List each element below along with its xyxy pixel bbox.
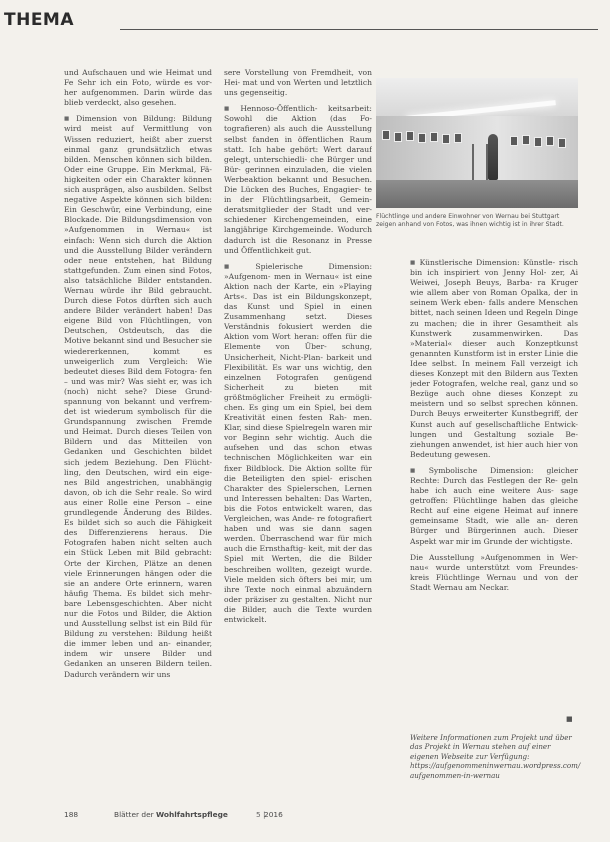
figure-caption: Flüchtlinge und andere Einwohner von Wernau bei Stuttgart zeigen anhand von Fotos, was ihnen wichtig ist in ihrer Stadt. <box>376 213 564 228</box>
text-column-2 <box>224 68 372 808</box>
paragraph: sere Vorstellung von Fremdheit, von Hei- mat und von Werten und letztlich uns gegenseitig. <box>224 68 372 98</box>
journal-title <box>114 810 228 819</box>
text-column-3 <box>410 258 578 728</box>
paragraph-bullet: ■ Dimension von Bildung: Bildung wird meist auf Vermittlung von Wissen reduziert, heißt aber zuerst einmal ganz grundsätzlich etwas bilden. Menschen können sich bilden. Oder eine Gruppe. Ein Merkmal, Fä- higkeiten oder ein Charakter können sich ausprägen, also ausbilden. Selbst negative Aspekte können sich bilden: Ein Geschwür, eine Verbindung, eine Blockade. Die Bildungsdimension von »Aufgenommen in Wernau« ist einfach: Wenn sich durch die Aktion und die Ausstellung Bilder verändern oder neue entstehen, hat Bildung stattgefunden. Zum einen sind Fotos, also tatsächliche Bilder entstanden. Wernau würde ihr Bild gebraucht. Durch diese Fotos dürften sich auch andere Bilder verändert haben! Das eigene Bild von Flüchtlingen, von Deutschen, Ostdeutsch, das die Motive bekannt sind und Besucher sie wiedererkennen, kommt es unweigerlich zum Vergleich: Wie bedeutet dieses Bild dem Fotogra- fen – und was mir? Was sieht er, was ich (noch) nicht sehe? Diese Grund- spannung von bekannt und verfrem- det ist wiederum symbolisch für die Grundspannung zwischen Fremde und Heimat. Durch dieses Teilen von Bildern und das Mitteilen von Gedanken und Geschichten bildet sich jedem Beziehung. Den Flücht- ling, den Deutschen, wird ein eige- nes Bild angestrichen, unabhängig davon, ob ich die Sehr reale. So wird aus einer Rolle eine Person – eine grundlegende Änderung des Bildes. Es bildet sich so auch die Fähigkeit des Differenzierens heraus. Die Fotografen haben nicht selten auch ein Stück Leben mit Bild gebracht: Orte der Kirchen, Plätze an denen viele Erinnerungen hängen oder die sie an andere Orte erinnern, waren häufig Thema. Es bildet sich mehr- bare Lebensgeschichten. Aber nicht nur die Fotos und Bilder, die Aktion und Ausstellung selbst ist ein Bild für Bildung zu verstehen: Bildung heißt die immer leben und an- einander, indem wir unsere Bilder und Gedanken an unseren Bildern teilen. Dadurch verändern wir uns <box>64 114 212 679</box>
paragraph: Die Ausstellung »Aufgenommen in Wer- nau« wurde unterstützt vom Freundes- kreis Flüchtlinge Wernau und von der Stadt Wernau am Neckar. <box>410 552 578 592</box>
text-column-1 <box>64 68 212 808</box>
info-box: Weitere Informationen zum Projekt und über das Projekt in Wernau stehen auf einer eigenen Webseite zur Verfügung: https://aufgenommeninwernau.wordpress.com/ aufgenommen-in-wernau <box>410 733 581 780</box>
exhibition-photo <box>376 78 578 208</box>
page-header <box>0 10 610 32</box>
photo-person <box>488 134 498 180</box>
journal-title-prefix: Blätter der <box>114 810 157 819</box>
issue-divider: 5 | <box>256 810 266 819</box>
paragraph-bullet: ■ Symbolische Dimension: gleicher Rechte: Durch das Festlegen der Re- geln habe ich auch eine weitere Aus- sage getroffen: Flüchtlinge haben das gleiche Recht auf eine eigene Heimat auf innere gemeinsame Stadt, wie alle an- deren Bürger und Bürgerinnen auch. Dieser Aspekt war mir im Grunde der wichtigste. <box>410 466 578 547</box>
article-end-mark: ■ <box>566 715 573 723</box>
paragraph-bullet: ■ Spielerische Dimension: »Aufgenom- men in Wernau« ist eine Aktion nach der Karte, ein »Playing Arts«. Das ist ein Bildungskonzept, das Kunst und Spiel in einen Zusammenhang setzt. Dieses Verständnis fokusiert werden die Aktion vom Wort heran: offen für die Elemente von Über- schung, Unsicherheit, Nicht-Plan- barkeit und Flexibilität. Es war uns wichtig, den einzelnen Fotografen genügend Sicherheit zu bieten mit größtmöglicher Freiheit zu ermögli- chen. Es ging um ein Spiel, bei dem Kreativität einen festen Rah- men. Klar, sind diese Spielregeln waren mir vor Beginn sehr wichtig. Auch die aufsehen und das schon etwas technischen Möglichkeiten war ein fixer Bildblock. Die Aktion sollte für die Beteiligten den spiel- erischen Charakter des Spielerschen, Lernen und Interessen behalten: Das Warten, bis die Fotos entwickelt waren, das Vergleichen, was Ande- re fotografiert haben und was sie dann sagen werden. Überraschend war für mich auch die Ernsthaftig- keit, mit der das Spiel mit Werten, die die Bilder beschreiben wollten, gezeigt wurde. Viele melden sich öfters bei mir, um ihre Texte noch einmal abzuändern oder präziser zu gestalten. Nicht nur die Bilder, auch die Texte wurden entwickelt. <box>224 262 372 625</box>
paragraph-bullet: ■ Künstlerische Dimension: Künstle- risch bin ich inspiriert von Jenny Hol- zer, Ai Weiwei, Joseph Beuys, Barba- ra Kruger wie allem aber von Roman Opalka, der in seinem Werk eben- falls andere Menschen bittet, nach seinen Ideen und Regeln Dinge zu machen; die in ihrer Gesamtheit als Kunstwerk zusammenwirken. Das »Material« dieser auch Konzeptkunst genannten Kunstform ist in erster Linie die Idee selbst. In meinem Fall verzeigt ich dieses Konzept mit den Bildern aus Texten jeder Fotografen, welche real, ganz und so Bezüge auch ohne dieses Konzept zu meistern und so selbst sprechen können. Durch Beuys erweiterter Kunstbegriff, der Kunst auch auf gesellschaftliche Entwick- lungen und Gestaltung soziale Be- ziehungen anwendet, ist hier auch hier von Bedeutung gewesen. <box>410 258 578 460</box>
header-rule <box>120 29 598 30</box>
photo-floor <box>376 180 578 208</box>
page-footer <box>0 810 610 830</box>
issue-year: 2016 <box>264 810 283 819</box>
page-number: 188 <box>64 810 79 819</box>
photo-ladder <box>472 144 488 182</box>
paragraph: und Aufschauen und wie Heimat und Fe Sehr ich ein Foto, würde es vor- her aufgenommen. Darin würde das blieb verdeckt, also gesehen. <box>64 68 212 108</box>
journal-title-bold: Wohlfahrtspflege <box>156 810 228 819</box>
section-title: THEMA <box>4 10 75 30</box>
paragraph-bullet: ■ Hennoso-Öffentlich- keitsarbeit: Sowohl die Aktion (das Fo- tografieren) als auch die Ausstellung selbst fanden in öffentlichen Raum statt. Ich habe gehört: Wert darauf gelegt, unterschiedli- che Bürger und Bür- gerinnen einzuladen, die vielen Werbeaktion bekannt und Besuchen. Die Lücken des Buches, Engagier- te in der Flüchtlingsarbeit, Gemein- deratsmitglieder der Stadt und ver- schiedener Kirchengemeinden, eine langjährige Kirchgemeinde. Wodurch dadurch ist die Resonanz in Presse und Öffentlichkeit gut. <box>224 104 372 255</box>
